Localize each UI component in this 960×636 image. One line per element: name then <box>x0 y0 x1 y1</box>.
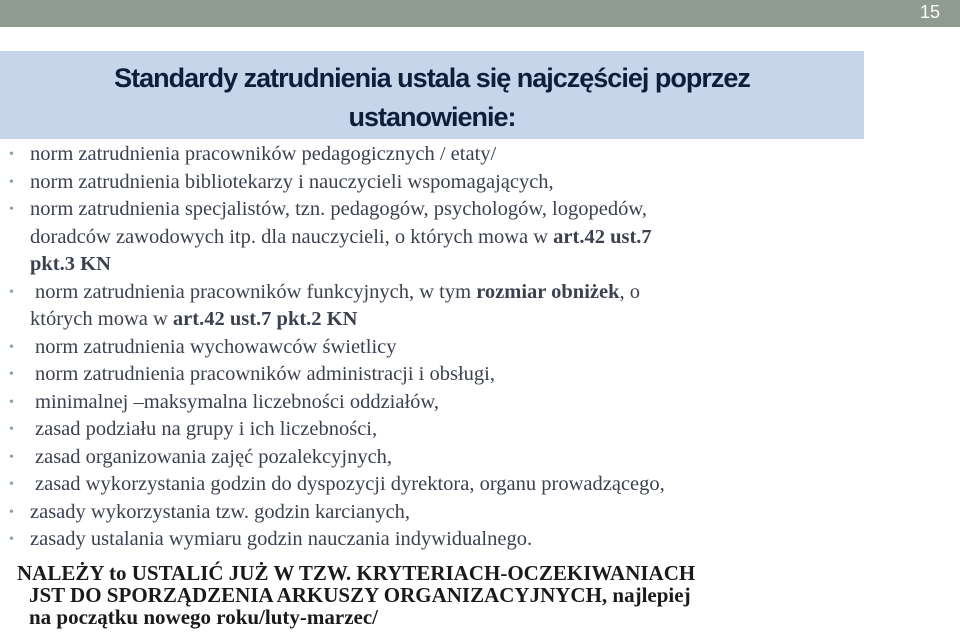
footer-line-1: NALEŻY to USTALIĆ JUŻ W TZW. KRYTERIACH-OCZEKIWANIACH <box>17 561 696 585</box>
list-item: • norm zatrudnienia pracowników pedagogicznych / etaty/ <box>0 141 960 169</box>
list-item: • zasad organizowania zajęć pozalekcyjnych, <box>0 444 960 472</box>
bullet-icon: • <box>9 202 14 217</box>
bullet-icon: • <box>9 339 14 355</box>
slide-title <box>0 59 864 137</box>
bullet-icon: • <box>9 477 14 492</box>
top-bar <box>0 0 960 27</box>
bullet-icon: • <box>9 504 14 520</box>
bullet-icon: • <box>9 449 14 465</box>
footer-note <box>17 562 917 628</box>
bullet-icon: • <box>9 284 14 300</box>
list-item: • zasady wykorzystania tzw. godzin karcianych, <box>0 499 960 527</box>
list-item: • minimalnej –maksymalna liczebności oddziałów, <box>0 389 960 417</box>
list-item: • zasady ustalania wymiaru godzin nauczania indywidualnego. <box>0 526 960 554</box>
bullet-icon: • <box>9 422 14 437</box>
bullet-list <box>0 141 960 554</box>
list-item: • zasad wykorzystania godzin do dyspozycji dyrektora, organu prowadzącego, <box>0 471 960 499</box>
title-line-2: ustanowienie: <box>348 102 516 132</box>
list-item: • norm zatrudnienia pracowników funkcyjnych, w tym rozmiar obniżek, o których mowa w art.42 ust.7 pkt.2 KN <box>9 280 641 330</box>
list-item: • norm zatrudnienia wychowawców świetlicy <box>0 334 960 362</box>
footer-line-2: JST DO SPORZĄDZENIA ARKUSZY ORGANIZACYJNYCH, najlepiej <box>29 583 691 607</box>
bullet-icon: • <box>9 394 14 410</box>
bullet-icon: • <box>9 532 14 547</box>
title-line-1: Standardy zatrudnienia ustala się najczęściej poprzez <box>114 63 750 93</box>
list-item: • norm zatrudnienia specjalistów, tzn. pedagogów, psychologów, logopedów, doradców zawodowych itp. dla nauczycieli, o których mowa w art.42 ust.7 pkt.3 KN <box>9 198 652 275</box>
list-item: • norm zatrudnienia pracowników administracji i obsługi, <box>0 361 960 389</box>
slide-number: 15 <box>900 0 960 27</box>
list-item: • zasad podziału na grupy i ich liczebności, <box>0 416 960 444</box>
bullet-icon: • <box>9 174 14 190</box>
footer-line-3: na początku nowego roku/luty-marzec/ <box>29 605 379 629</box>
bullet-icon: • <box>9 147 14 162</box>
list-item: • norm zatrudnienia bibliotekarzy i nauczycieli wspomagających, <box>0 169 960 197</box>
bullet-icon: • <box>9 367 14 382</box>
